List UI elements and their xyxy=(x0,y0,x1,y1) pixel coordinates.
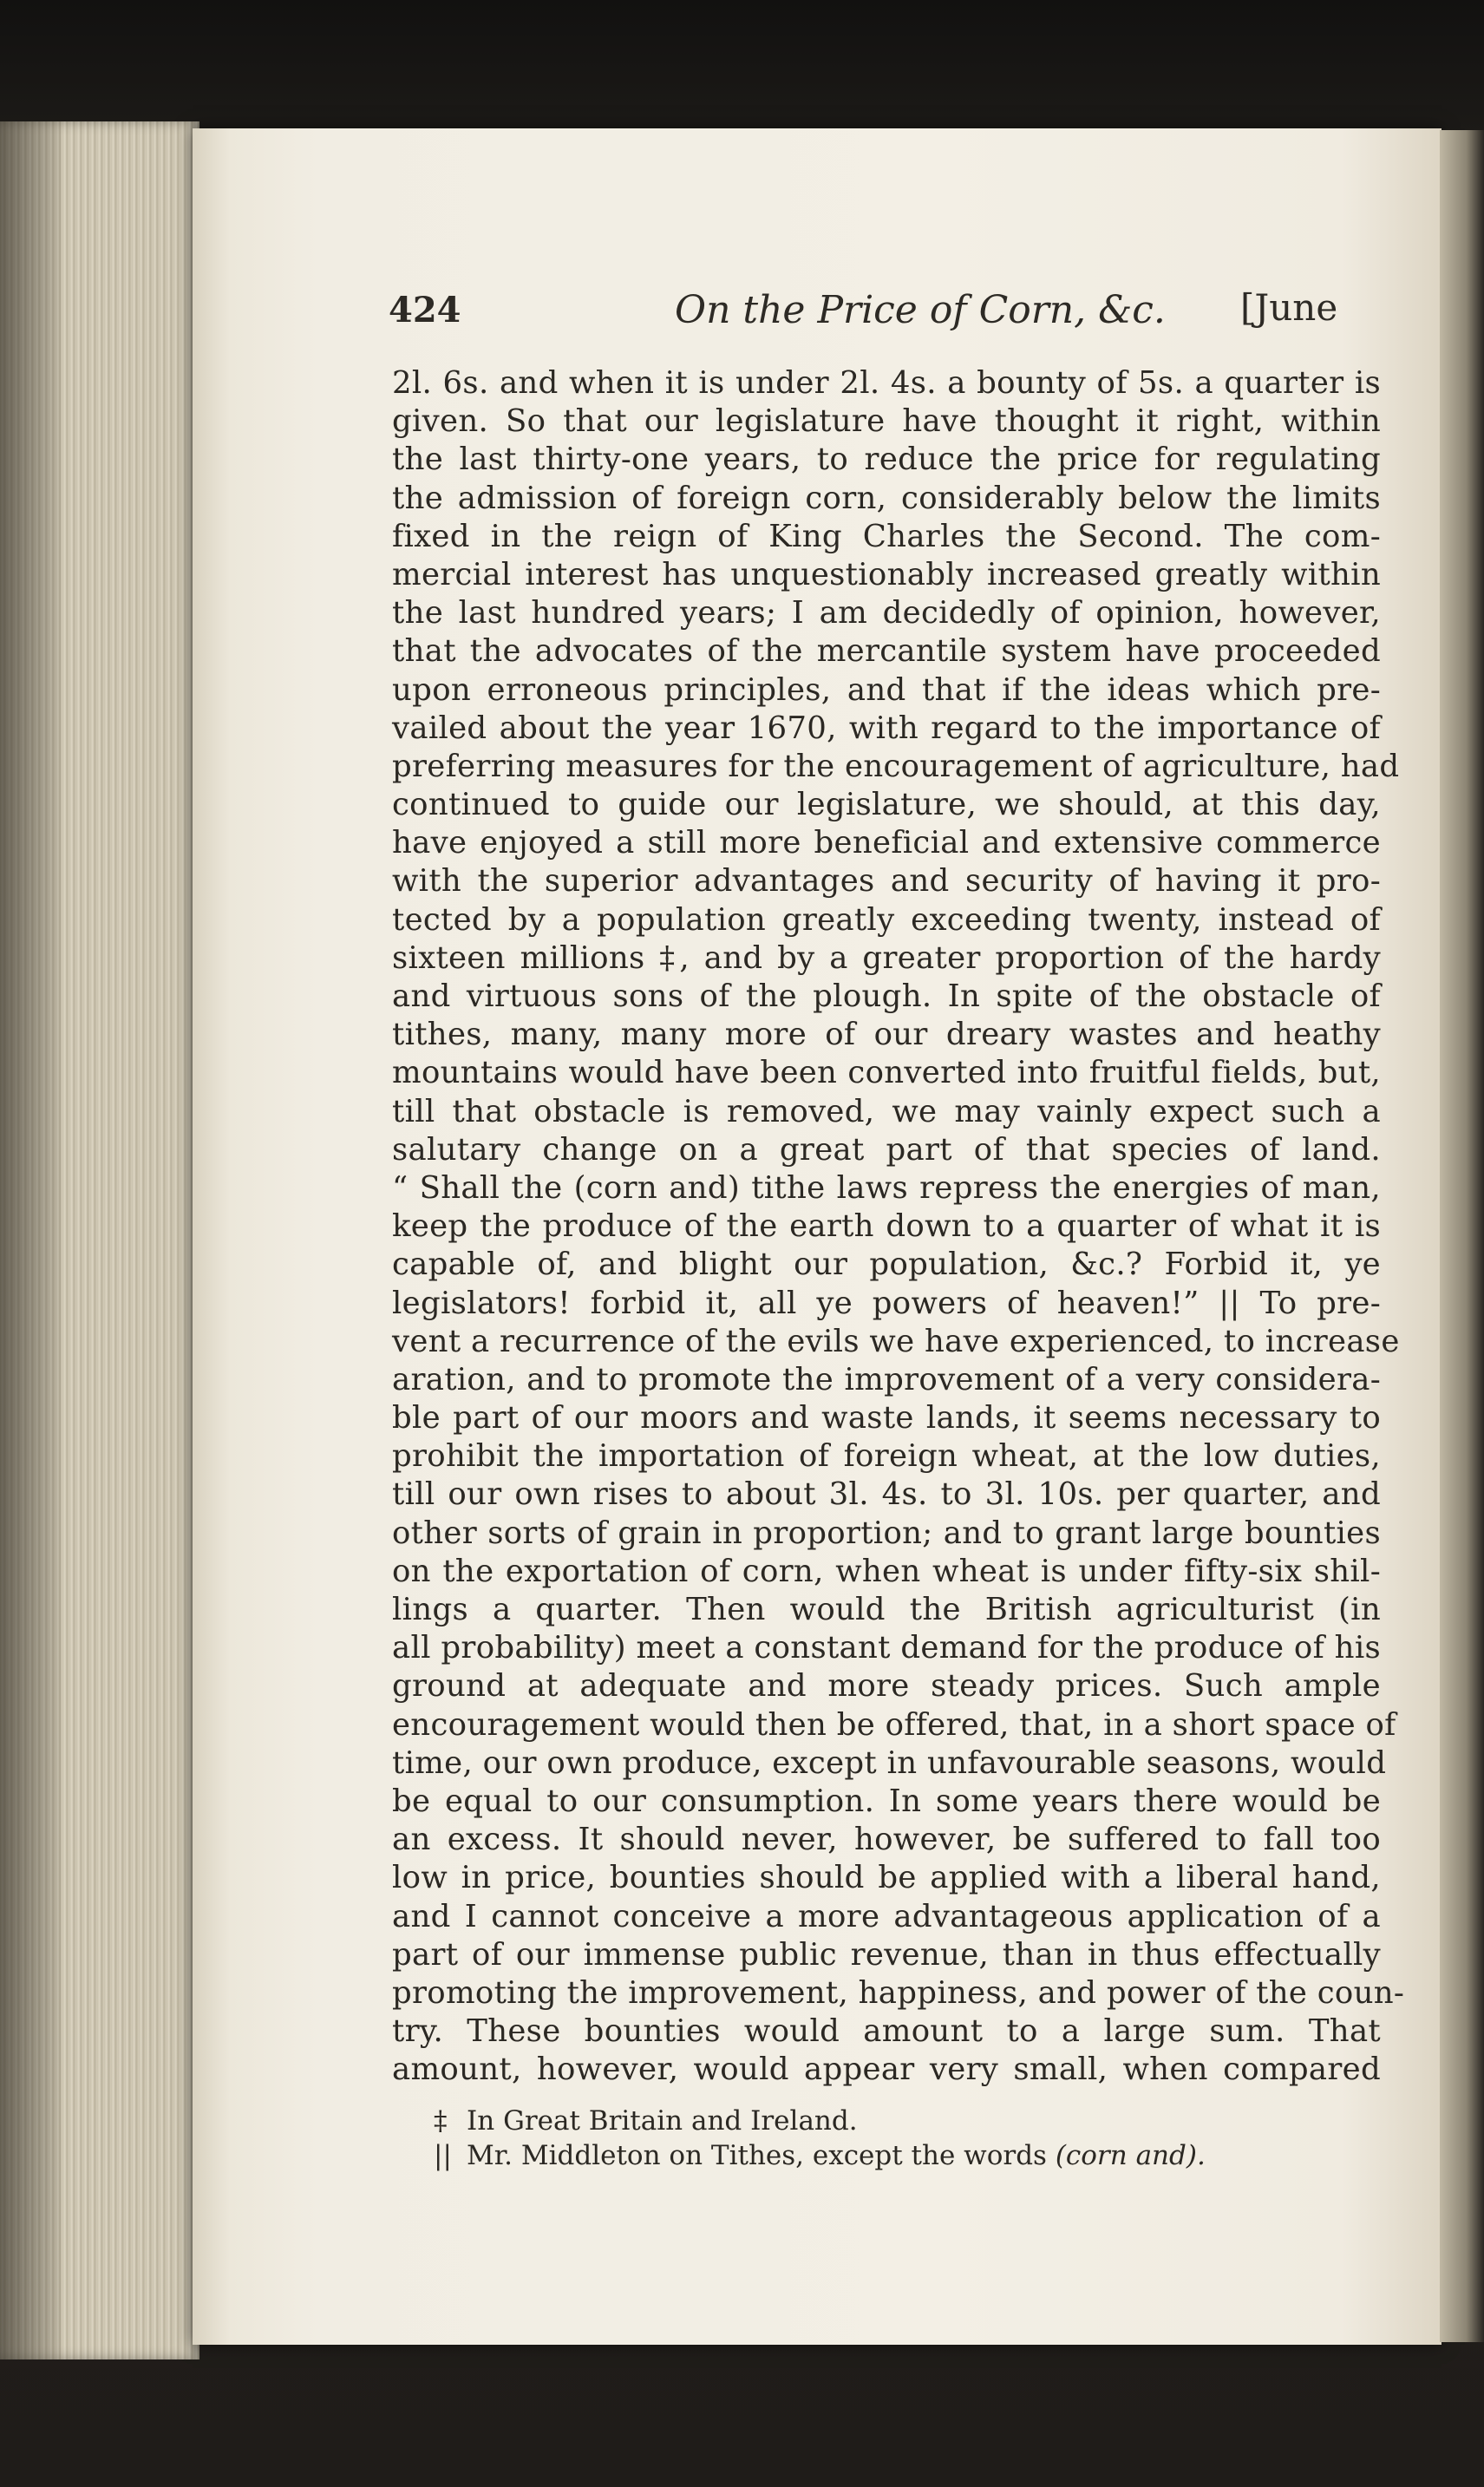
text-line: be equal to our consumption. In some years there would be xyxy=(392,1783,1381,1819)
text-line: that the advocates of the mercantile system have proceeded xyxy=(392,633,1381,670)
text-line: the last thirty-one years, to reduce the price for regulating xyxy=(392,442,1381,478)
footnote-italic: (corn and). xyxy=(1055,2140,1206,2171)
text-line: part of our immense public revenue, than in thus effectually xyxy=(392,1936,1381,1973)
text-line: preferring measures for the encouragement of agriculture, had xyxy=(392,748,1400,784)
running-title: On the Price of Corn, &c. xyxy=(675,288,1166,332)
text-line: and I cannot conceive a more advantageous application of a xyxy=(392,1898,1381,1934)
text-line: mercial interest has unquestionably increased greatly within xyxy=(392,556,1381,592)
text-line: other sorts of grain in proportion; and to grant large bounties xyxy=(392,1515,1381,1551)
text-line: and virtuous sons of the plough. In spite of the obstacle of xyxy=(392,978,1381,1014)
footnote-text: Mr. Middleton on Tithes, except the words xyxy=(467,2140,1056,2171)
text-line: on the exportation of corn, when wheat is under fifty-six shil- xyxy=(392,1553,1381,1589)
book-page-edges xyxy=(0,121,199,2359)
text-line: “ Shall the (corn and) tithe laws repress the energies of man, xyxy=(392,1169,1381,1206)
header-month: [June xyxy=(1240,286,1338,329)
footnote-mark: ‡ xyxy=(434,2105,448,2137)
text-line: low in price, bounties should be applied with a liberal hand, xyxy=(392,1860,1381,1896)
text-line: mountains would have been converted into fruitful fields, but, xyxy=(392,1055,1381,1091)
text-line: fixed in the reign of King Charles the Second. The com- xyxy=(392,518,1381,554)
text-line: amount, however, would appear very small, when compared xyxy=(392,2052,1381,2088)
text-line: promoting the improvement, happiness, and power of the coun- xyxy=(392,1974,1405,2011)
text-line: till that obstacle is removed, we may vainly expect such a xyxy=(392,1093,1381,1129)
text-line: continued to guide our legislature, we should, at this day, xyxy=(392,787,1381,823)
page-number: 424 xyxy=(389,290,461,331)
text-line: aration, and to promote the improvement of a very considera- xyxy=(392,1361,1381,1397)
text-line: ble part of our moors and waste lands, it seems necessary to xyxy=(392,1400,1381,1437)
text-line: sixteen millions ‡, and by a greater proportion of the hardy xyxy=(392,939,1381,976)
footnote-text: In Great Britain and Ireland. xyxy=(467,2105,858,2137)
text-line: vent a recurrence of the evils we have experienced, to increase xyxy=(392,1323,1400,1359)
text-line: time, our own produce, except in unfavourable seasons, would xyxy=(392,1744,1387,1781)
text-line: the admission of foreign corn, considerably below the limits xyxy=(392,480,1381,516)
text-line: given. So that our legislature have thought it right, within xyxy=(392,403,1381,440)
text-line: all probability) meet a constant demand for the produce of his xyxy=(392,1630,1381,1666)
text-line: tithes, many, many more of our dreary wastes and heathy xyxy=(392,1017,1381,1053)
text-line: keep the produce of the earth down to a quarter of what it is xyxy=(392,1208,1381,1245)
text-line: capable of, and blight our population, &c.? Forbid it, ye xyxy=(392,1247,1381,1283)
footnote xyxy=(434,2138,1379,2173)
text-line: encouragement would then be offered, that, in a short space of xyxy=(392,1706,1396,1743)
book-right-edge xyxy=(1440,130,1484,2342)
footnotes xyxy=(434,2104,1379,2173)
text-line: lings a quarter. Then would the British agriculturist (in xyxy=(392,1592,1381,1627)
footnote-mark: || xyxy=(434,2140,452,2171)
text-line: have enjoyed a still more beneficial and extensive commerce xyxy=(392,825,1381,861)
body-text xyxy=(392,364,1405,2089)
text-line: with the superior advantages and security of having it pro- xyxy=(392,863,1381,900)
text-line: vailed about the year 1670, with regard to the importance of xyxy=(392,710,1381,746)
text-line: salutary change on a great part of that species of land. xyxy=(392,1131,1381,1168)
text-line: prohibit the importation of foreign wheat, at the low duties, xyxy=(392,1438,1381,1475)
text-line: ground at adequate and more steady prices. Such ample xyxy=(392,1668,1381,1705)
page-header xyxy=(389,286,1377,347)
text-line: upon erroneous principles, and that if the ideas which pre- xyxy=(392,671,1381,708)
text-line: the last hundred years; I am decidedly of opinion, however, xyxy=(392,595,1381,632)
text-line: till our own rises to about 3l. 4s. to 3l. 10s. per quarter, and xyxy=(392,1476,1381,1513)
text-line: try. These bounties would amount to a large sum. That xyxy=(392,2013,1381,2050)
text-line: legislators! forbid it, all ye powers of heaven!” || To pre- xyxy=(392,1285,1381,1321)
footnote xyxy=(434,2104,1379,2138)
text-line: 2l. 6s. and when it is under 2l. 4s. a bounty of 5s. a quarter is xyxy=(392,365,1381,401)
text-line: tected by a population greatly exceeding twenty, instead of xyxy=(392,901,1381,938)
text-line: an excess. It should never, however, be suffered to fall too xyxy=(392,1822,1381,1858)
